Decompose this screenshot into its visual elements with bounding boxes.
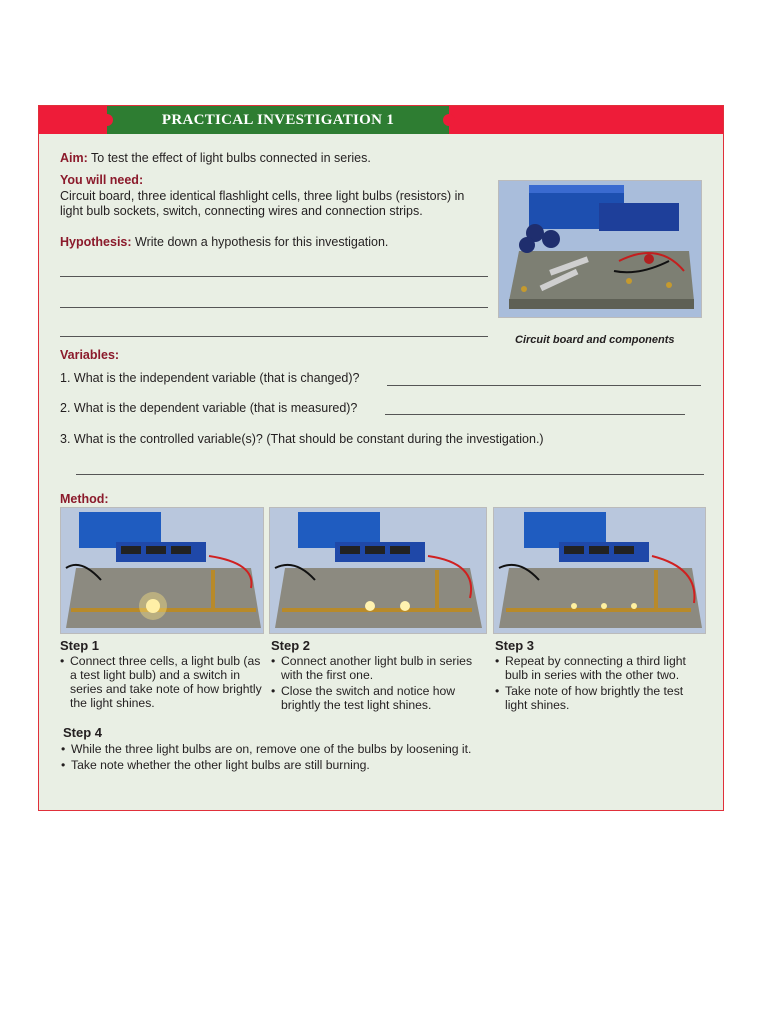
step-4-bullet: • While the three light bulbs are on, remove one of the bulbs by loosening it.: [61, 742, 701, 756]
hypothesis-text: Write down a hypothesis for this investigation.: [135, 235, 389, 249]
variables-label: Variables:: [60, 348, 120, 362]
step-3-list: [495, 654, 707, 714]
aim-row: [60, 151, 371, 166]
step-3-title: Step 3: [495, 638, 535, 653]
step-4-list: [61, 742, 701, 774]
step-1-list: [60, 654, 265, 712]
banner-dot-right: [443, 114, 455, 126]
step-1-photo: [60, 507, 264, 634]
answer-line-q1[interactable]: [387, 385, 701, 386]
aim-text: To test the effect of light bulbs connected in series.: [91, 151, 371, 165]
hypothesis-row: [60, 235, 388, 250]
step-1-title: Step 1: [60, 638, 100, 653]
investigation-panel: [38, 105, 724, 811]
circuit-board-illustration: [499, 181, 701, 317]
step-3-circuit-illustration: [494, 508, 705, 633]
variables-question-2: 2. What is the dependent variable (that is measured)?: [60, 401, 358, 415]
step-4-bullet: • Take note whether the other light bulbs are still burning.: [61, 758, 701, 772]
hypothesis-answer-line[interactable]: [60, 307, 488, 308]
circuit-board-photo: [498, 180, 702, 318]
step-3-bullet: • Repeat by connecting a third light bulb in series with the other two.: [495, 654, 707, 682]
hypothesis-answer-line[interactable]: [60, 276, 488, 277]
photo-caption: Circuit board and components: [515, 334, 675, 346]
step-3-bullet: • Take note of how brightly the test light shines.: [495, 684, 707, 712]
step-2-bullet: • Connect another light bulb in series with the first one.: [271, 654, 485, 682]
step-1-bullet: • Connect three cells, a light bulb (as a test light bulb) and a switch in series and take note of how brightly the light shines.: [60, 654, 265, 710]
method-label: Method:: [60, 492, 109, 506]
hypothesis-label: Hypothesis:: [60, 235, 132, 249]
page-title: PRACTICAL INVESTIGATION 1: [161, 111, 395, 128]
answer-line-q2[interactable]: [385, 414, 685, 415]
need-label: You will need:: [60, 173, 144, 187]
need-line-1: Circuit board, three identical flashlight cells, three light bulbs (resistors) in: [60, 189, 465, 203]
step-1-circuit-illustration: [61, 508, 263, 633]
step-2-title: Step 2: [271, 638, 311, 653]
aim-label: Aim:: [60, 151, 88, 165]
step-2-list: [271, 654, 485, 714]
title-banner: [107, 106, 449, 134]
step-2-bullet: • Close the switch and notice how brightly the test light shines.: [271, 684, 485, 712]
step-3-photo: [493, 507, 706, 634]
variables-question-1: 1. What is the independent variable (that is changed)?: [60, 371, 360, 385]
hypothesis-answer-line[interactable]: [60, 336, 488, 337]
need-line-2: light bulb sockets, switch, connecting wires and connection strips.: [60, 204, 423, 218]
step-2-circuit-illustration: [270, 508, 486, 633]
answer-line-q3[interactable]: [76, 474, 704, 475]
step-4-title: Step 4: [63, 725, 103, 740]
banner-dot-left: [101, 114, 113, 126]
variables-question-3: 3. What is the controlled variable(s)? (That should be constant during the investigation.): [60, 432, 544, 446]
step-2-photo: [269, 507, 487, 634]
